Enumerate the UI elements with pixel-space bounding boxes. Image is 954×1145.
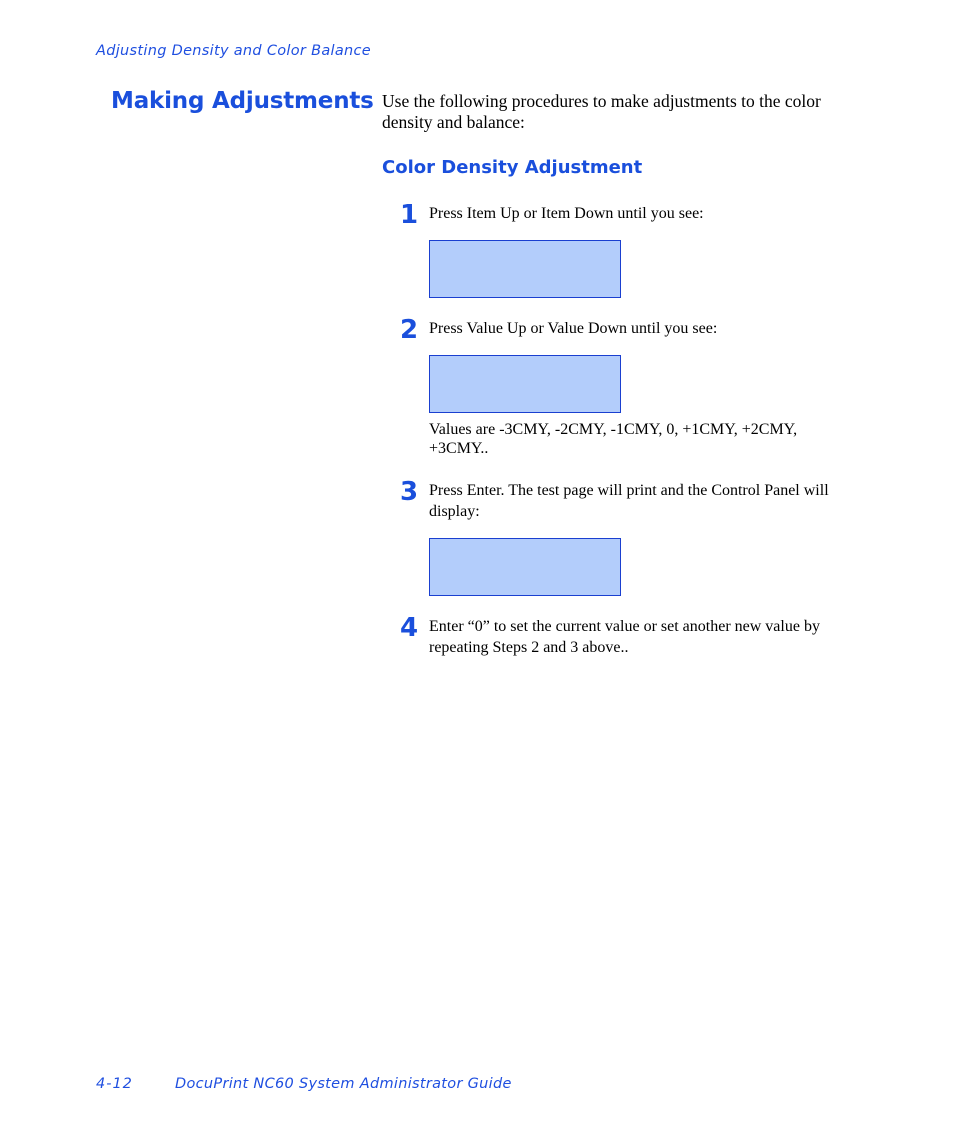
values-note: Values are -3CMY, -2CMY, -1CMY, 0, +1CMY, +2CMY, +3CMY.. xyxy=(429,421,798,457)
intro-paragraph: Use the following procedures to make adjustments to the color density and balance: xyxy=(382,91,821,132)
control-panel-display-1 xyxy=(429,240,621,298)
section-title: Making Adjustments xyxy=(111,88,374,114)
control-panel-display-3 xyxy=(429,538,621,596)
step-1-text: Press Item Up or Item Down until you see: xyxy=(429,205,704,222)
step-2-number: 2 xyxy=(400,315,419,345)
step-3-number: 3 xyxy=(400,477,419,507)
subsection-title: Color Density Adjustment xyxy=(382,157,643,178)
running-header: Adjusting Density and Color Balance xyxy=(96,43,372,59)
step-2-text: Press Value Up or Value Down until you see: xyxy=(429,320,718,337)
step-3-text: Press Enter. The test page will print and the Control Panel will display: xyxy=(429,482,829,520)
control-panel-display-2 xyxy=(429,355,621,413)
step-4-number: 4 xyxy=(400,613,419,643)
footer-guide-title: DocuPrint NC60 System Administrator Guide xyxy=(175,1076,512,1092)
step-4-text: Enter “0” to set the current value or set another new value by repeating Steps 2 and 3 above.. xyxy=(429,618,820,656)
step-1-number: 1 xyxy=(400,200,419,230)
footer-page-number: 4-12 xyxy=(96,1076,133,1092)
